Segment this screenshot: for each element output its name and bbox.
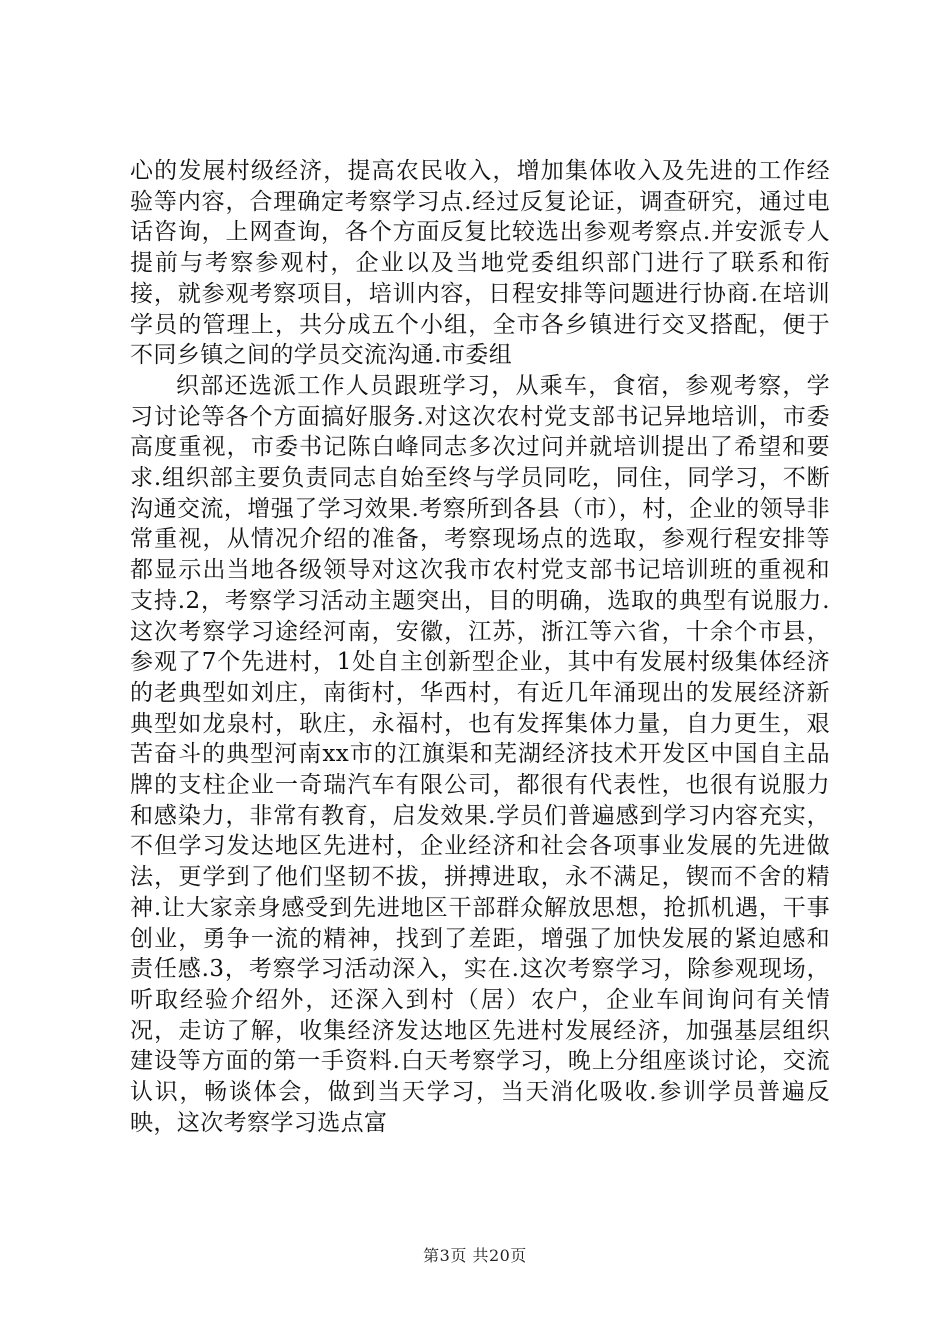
page-number-label: 第3页 共20页 [423,1246,527,1265]
paragraph-2: 织部还选派工作人员跟班学习，从乘车，食宿，参观考察，学习讨论等各个方面搞好服务.对这次农村党支部书记异地培训，市委高度重视，市委书记陈白峰同志多次过问并就培训提出了希望和要求.组织部主要负责同志自始至终与学员同吃，同住，同学习，不断沟通交流，增强了学习效果.考察所到各县（市），村，企业的领导非常重视，从情况介绍的准备，考察现场点的选取，参观行程安排等都显示出当地各级领导对这次我市农村党支部书记培训班的重视和支持.2，考察学习活动主题突出，目的明确，选取的典型有说服力.这次考察学习途经河南，安徽，江苏，浙江等六省，十余个市县，参观了7个先进村，1处自主创新型企业，其中有发展村级集体经济的老典型如刘庄，南街村，华西村，有近几年涌现出的发展经济新典型如龙泉村，耿庄，永福村，也有发挥集体力量，自力更生，艰苦奋斗的典型河南xx市的江旗渠和芜湖经济技术开发区中国自主品牌的支柱企业一奇瑞汽车有限公司，都很有代表性，也很有说服力和感染力，非常有教育，启发效果.学员们普遍感到学习内容充实，不但学习发达地区先进村，企业经济和社会各项事业发展的先进做法，更学到了他们坚韧不拔，拼搏进取，永不满足，锲而不舍的精神.让大家亲身感受到先进地区干部群众解放思想，抢抓机遇，干事创业，勇争一流的精神，找到了差距，增强了加快发展的紧迫感和责任感.3，考察学习活动深入，实在.这次考察学习，除参观现场，听取经验介绍外，还深入到村（居）农户，企业车间询问有关情况，走访了解，收集经济发达地区先进村发展经济，加强基层组织建设等方面的第一手资料.白天考察学习，晚上分组座谈讨论，交流认识，畅谈体会，做到当天学习，当天消化吸收.参训学员普遍反映，这次考察学习选点富 [130,372,830,1136]
paragraph-1: 心的发展村级经济，提高农民收入，增加集体收入及先进的工作经验等内容，合理确定考察学习点.经过反复论证，调查研究，通过电话咨询，上网查询，各个方面反复比较选出参观考察点.并安派专人提前与考察参观村，企业以及当地党委组织部门进行了联系和衔接，就参观考察项目，培训内容，日程安排等问题进行协商.在培训学员的管理上，共分成五个小组，全市各乡镇进行交叉搭配，便于不同乡镇之间的学员交流沟通.市委组 [130,158,830,369]
page-footer [0,1243,950,1266]
document-body [130,156,830,1139]
